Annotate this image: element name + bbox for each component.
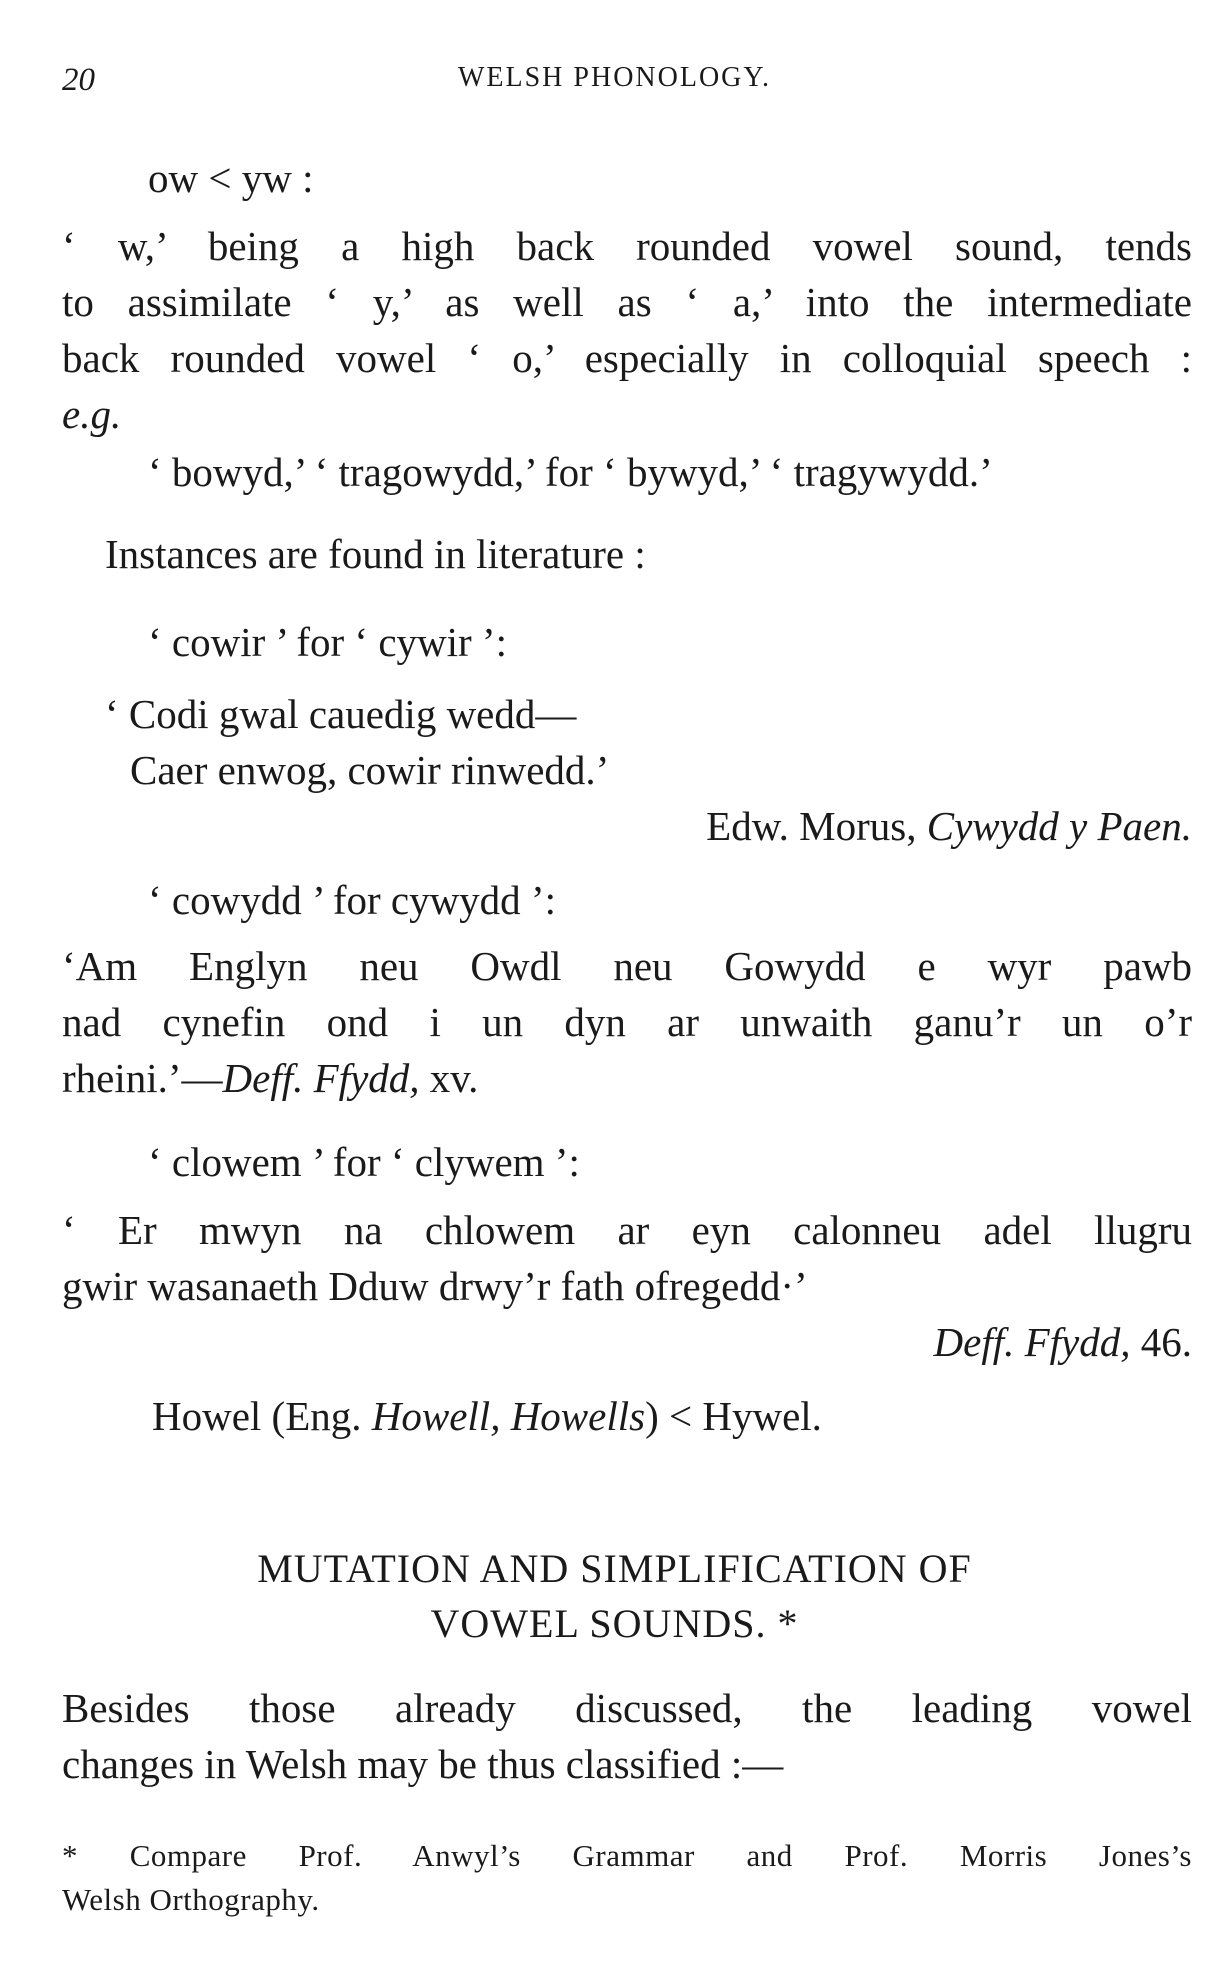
- section-heading: VOWEL SOUNDS. *: [430, 1601, 799, 1646]
- quote-source: Deff. Ffydd, 46.: [933, 1319, 1192, 1365]
- quote-line: ‘ Er mwyn na chlowem ar eyn calonneu adel llugru: [62, 1210, 1192, 1253]
- quote-line: ‘ Codi gwal cauedig wedd—: [105, 691, 577, 737]
- attribution-author: Edw. Morus,: [706, 803, 917, 849]
- quote-attribution: [706, 803, 1192, 849]
- paragraph-line: Besides those already discussed, the leading vowel: [62, 1688, 1192, 1731]
- quote-line: Caer enwog, cowir rinwedd.’: [130, 747, 610, 793]
- quote-line: rheini.’—Deff. Ffydd, xv.: [62, 1055, 479, 1101]
- example-line: Howel (Eng. Howell, Howells) < Hywel.: [152, 1393, 822, 1439]
- page-number: 20: [62, 62, 95, 98]
- attribution-work: Cywydd y Paen.: [926, 803, 1192, 849]
- running-title: WELSH PHONOLOGY.: [457, 62, 772, 93]
- example-line: ‘ cowydd ’ for cywydd ’:: [148, 877, 556, 923]
- quote-line: gwir wasanaeth Dduw drwy’r fath ofregedd·’: [62, 1263, 808, 1309]
- footnote-line: * Compare Prof. Anwyl’s Grammar and Prof. Morris Jones’s: [62, 1838, 1192, 1873]
- quote-line: nad cynefin ond i un dyn ar unwaith ganu’r un o’r: [62, 1002, 1192, 1045]
- paragraph-line: e.g.: [62, 391, 122, 437]
- example-line: ‘ clowem ’ for ‘ clywem ’:: [148, 1139, 580, 1185]
- paragraph-line: changes in Welsh may be thus classified :—: [62, 1741, 784, 1787]
- paragraph-line: Instances are found in literature :: [105, 531, 646, 577]
- paragraph-line: to assimilate ‘ y,’ as well as ‘ a,’ into the intermediate: [62, 282, 1192, 325]
- example-line: ‘ cowir ’ for ‘ cywir ’:: [148, 619, 507, 665]
- example-line: ‘ bowyd,’ ‘ tragowydd,’ for ‘ bywyd,’ ‘ tragywydd.’: [148, 449, 993, 495]
- quote-line: ‘Am Englyn neu Owdl neu Gowydd e wyr pawb: [62, 946, 1192, 989]
- section-heading: MUTATION AND SIMPLIFICATION OF: [257, 1546, 972, 1591]
- footnote-line: Welsh Orthography.: [62, 1882, 320, 1917]
- paragraph-line: back rounded vowel ‘ o,’ especially in colloquial speech :: [62, 338, 1192, 381]
- paragraph-line: ‘ w,’ being a high back rounded vowel sound, tends: [62, 226, 1192, 269]
- rule-ow-yw: ow < yw :: [148, 155, 314, 201]
